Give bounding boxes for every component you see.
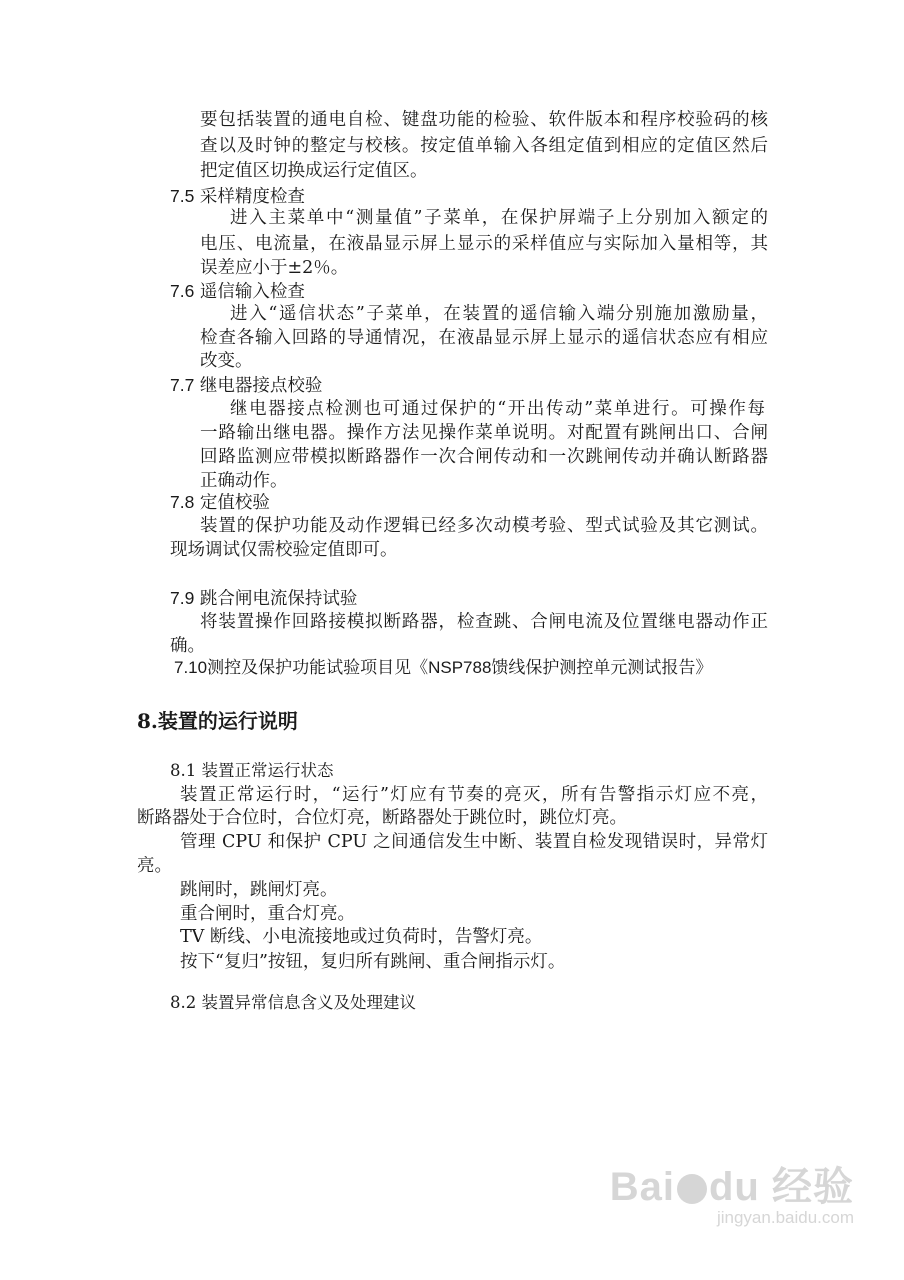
section-title: 跳合闸电流保持试验 <box>199 589 358 609</box>
paragraph-line: 进入“遥信状态”子菜单，在装置的遥信输入端分别施加激励量， <box>230 304 768 324</box>
section-heading-7-9 <box>170 587 357 610</box>
section-number: 7.7 <box>170 375 195 395</box>
section-heading-7-7 <box>170 374 322 397</box>
paragraph-line: 按下“复归”按钮，复归所有跳闸、重合闸指示灯。 <box>180 952 566 972</box>
section-7-10-line: 7.10测控及保护功能试验项目见《NSP788馈线保护测控单元测试报告》 <box>174 658 713 677</box>
watermark-logo: Bai du 经验 <box>609 1165 854 1209</box>
section-title: 遥信输入检查 <box>199 282 305 302</box>
section-heading-8-2: 8.2 装置异常信息含义及处理建议 <box>170 993 416 1012</box>
paragraph-line: 进入主菜单中“测量值”子菜单，在保护屏端子上分别加入额定的 <box>230 208 768 228</box>
paragraph-line: 重合闸时，重合灯亮。 <box>180 904 355 924</box>
section-heading-8-1: 8.1 装置正常运行状态 <box>170 761 334 780</box>
paragraph-line: 电压、电流量，在液晶显示屏上显示的采样值应与实际加入量相等，其 <box>200 234 768 254</box>
paragraph-line: 确。 <box>170 636 205 656</box>
section-number: 7.5 <box>170 186 195 206</box>
paragraph-line: 管理 CPU 和保护 CPU 之间通信发生中断、装置自检发现错误时，异常灯 <box>180 832 768 852</box>
section-heading-8: 8.装置的运行说明 <box>137 709 298 733</box>
watermark-url: jingyan.baidu.com <box>716 1208 854 1227</box>
section-title: 采样精度检查 <box>199 187 305 207</box>
section-heading-7-5 <box>170 185 305 208</box>
paragraph-line: 继电器接点检测也可通过保护的“开出传动”菜单进行。可操作每 <box>230 399 765 419</box>
paragraph-line: 改变。 <box>200 351 253 371</box>
paragraph-line: 查以及时钟的整定与校核。按定值单输入各组定值到相应的定值区然后 <box>200 136 768 156</box>
paragraph-line: 要包括装置的通电自检、键盘功能的检验、软件版本和程序校验码的核 <box>200 110 768 130</box>
section-heading-7-8 <box>170 491 270 514</box>
section-number: 7.6 <box>170 281 195 301</box>
paragraph-line: 装置的保护功能及动作逻辑已经多次动模考验、型式试验及其它测试。 <box>200 516 768 536</box>
paw-icon <box>677 1174 707 1204</box>
section-number: 7.9 <box>170 588 195 608</box>
paragraph-line: TV 断线、小电流接地或过负荷时，告警灯亮。 <box>180 927 543 947</box>
paragraph-line: 检查各输入回路的导通情况，在液晶显示屏上显示的遥信状态应有相应 <box>200 328 768 348</box>
paragraph-line: 把定值区切换成运行定值区。 <box>200 161 428 181</box>
paragraph-line: 装置正常运行时，“运行”灯应有节奏的亮灭，所有告警指示灯应不亮， <box>180 785 768 805</box>
paragraph-line: 跳闸时，跳闸灯亮。 <box>180 880 338 900</box>
section-heading-7-6 <box>170 280 305 303</box>
section-title: 继电器接点校验 <box>199 376 323 396</box>
paragraph-line: 现场调试仅需校验定值即可。 <box>170 540 398 560</box>
section-number: 7.8 <box>170 492 195 512</box>
paragraph-line: 将装置操作回路接模拟断路器，检查跳、合闸电流及位置继电器动作正 <box>200 612 768 632</box>
paragraph-line: 正确动作。 <box>200 471 288 491</box>
section-title: 定值校验 <box>199 493 270 513</box>
paragraph-line: 一路输出继电器。操作方法见操作菜单说明。对配置有跳闸出口、合闸 <box>200 423 768 443</box>
paragraph-line: 误差应小于±2％。 <box>200 258 349 278</box>
paragraph-line: 断路器处于合位时，合位灯亮，断路器处于跳位时，跳位灯亮。 <box>137 808 627 828</box>
baidu-jingyan-watermark <box>610 1155 854 1228</box>
paragraph-line: 亮。 <box>137 856 172 876</box>
paragraph-line: 回路监测应带模拟断路器作一次合闸传动和一次跳闸传动并确认断路器 <box>200 447 768 467</box>
